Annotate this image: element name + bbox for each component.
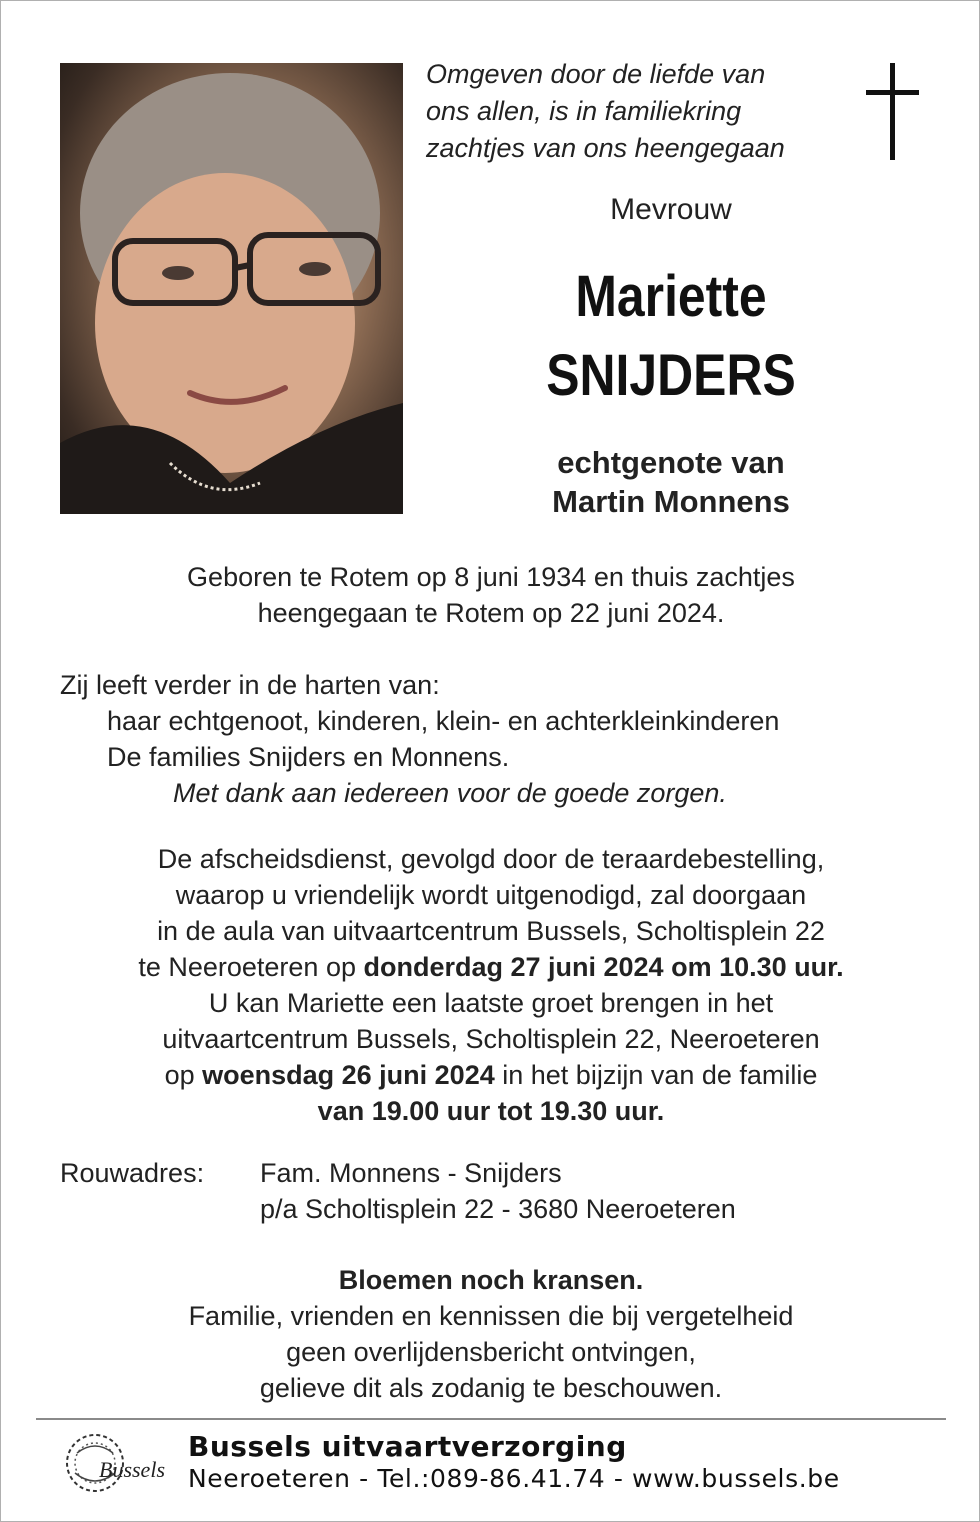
visitation-time: van 19.00 uur tot 19.30 uur.	[317, 1096, 665, 1126]
cross-icon	[863, 63, 923, 161]
service-text: op	[164, 1060, 203, 1090]
service-text: in het bijzijn van de familie	[494, 1060, 818, 1090]
eye-left	[162, 266, 194, 280]
service-line	[41, 1057, 941, 1093]
service-section	[41, 841, 941, 1129]
address-row	[60, 1155, 940, 1191]
salutation: Mevrouw	[610, 193, 732, 226]
visitation-date: woensdag 26 juni 2024	[202, 1060, 495, 1090]
family-line: De families Snijders en Monnens.	[107, 742, 510, 772]
intro-verse	[426, 56, 856, 167]
address-line: Fam. Monnens - Snijders	[260, 1158, 562, 1188]
spouse-line: Martin Monnens	[552, 484, 790, 519]
born-line: heengegaan te Rotem op 22 juni 2024.	[257, 598, 725, 628]
bussels-logo	[63, 1429, 173, 1499]
birth-death-info	[41, 559, 941, 631]
address-label-spacer	[60, 1191, 260, 1227]
flowers-notice	[41, 1262, 941, 1406]
service-line: in de aula van uitvaartcentrum Bussels, Scholtisplein 22	[157, 916, 825, 946]
flowers-line: geen overlijdensbericht ontvingen,	[286, 1337, 696, 1367]
service-line	[41, 949, 941, 985]
flowers-line: gelieve dit als zodanig te beschouwen.	[259, 1373, 723, 1403]
service-line: uitvaartcentrum Bussels, Scholtisplein 22, Neeroeteren	[162, 1024, 820, 1054]
company-contact: Neeroeteren - Tel.:089-86.41.74 - www.bussels.be	[188, 1464, 840, 1493]
service-line	[41, 1093, 941, 1129]
address-line: p/a Scholtisplein 22 - 3680 Neeroeteren	[260, 1194, 736, 1224]
flowers-line: Familie, vrienden en kennissen die bij vergetelheid	[188, 1301, 794, 1331]
portrait-illustration	[60, 63, 403, 514]
spouse-line: echtgenote van	[557, 445, 785, 480]
spouse-info	[471, 443, 871, 521]
thanks-line: Met dank aan iedereen voor de goede zorgen.	[173, 778, 727, 808]
footer-divider	[36, 1418, 946, 1420]
family-line: haar echtgenoot, kinderen, klein- en achterkleinkinderen	[107, 706, 780, 736]
company-name: Bussels uitvaartverzorging	[188, 1430, 627, 1463]
service-line: U kan Mariette een laatste groet brengen in het	[208, 988, 774, 1018]
intro-line: zachtjes van ons heengegaan	[426, 133, 785, 163]
portrait-photo	[60, 63, 403, 514]
last-name: SNIJDERS	[546, 343, 796, 408]
service-line: De afscheidsdienst, gevolgd door de teraardebestelling,	[157, 844, 825, 874]
born-line: Geboren te Rotem op 8 juni 1934 en thuis zachtjes	[187, 562, 795, 592]
address-label: Rouwadres:	[60, 1158, 205, 1188]
service-text: te Neeroeteren op	[138, 952, 364, 982]
mourning-address	[60, 1155, 940, 1227]
flowers-heading: Bloemen noch kransen.	[338, 1265, 644, 1295]
logo-text: Bussels	[99, 1457, 165, 1482]
first-name: Mariette	[575, 264, 767, 329]
address-row	[60, 1191, 940, 1227]
intro-line: ons allen, is in familiekring	[426, 96, 742, 126]
eye-right	[299, 262, 331, 276]
intro-line: Omgeven door de liefde van	[426, 59, 766, 89]
glasses-bridge	[235, 265, 250, 268]
service-date: donderdag 27 juni 2024 om 10.30 uur.	[363, 952, 844, 982]
service-line: waarop u vriendelijk wordt uitgenodigd, zal doorgaan	[175, 880, 807, 910]
family-intro: Zij leeft verder in de harten van:	[60, 670, 440, 700]
family-section	[60, 667, 940, 811]
